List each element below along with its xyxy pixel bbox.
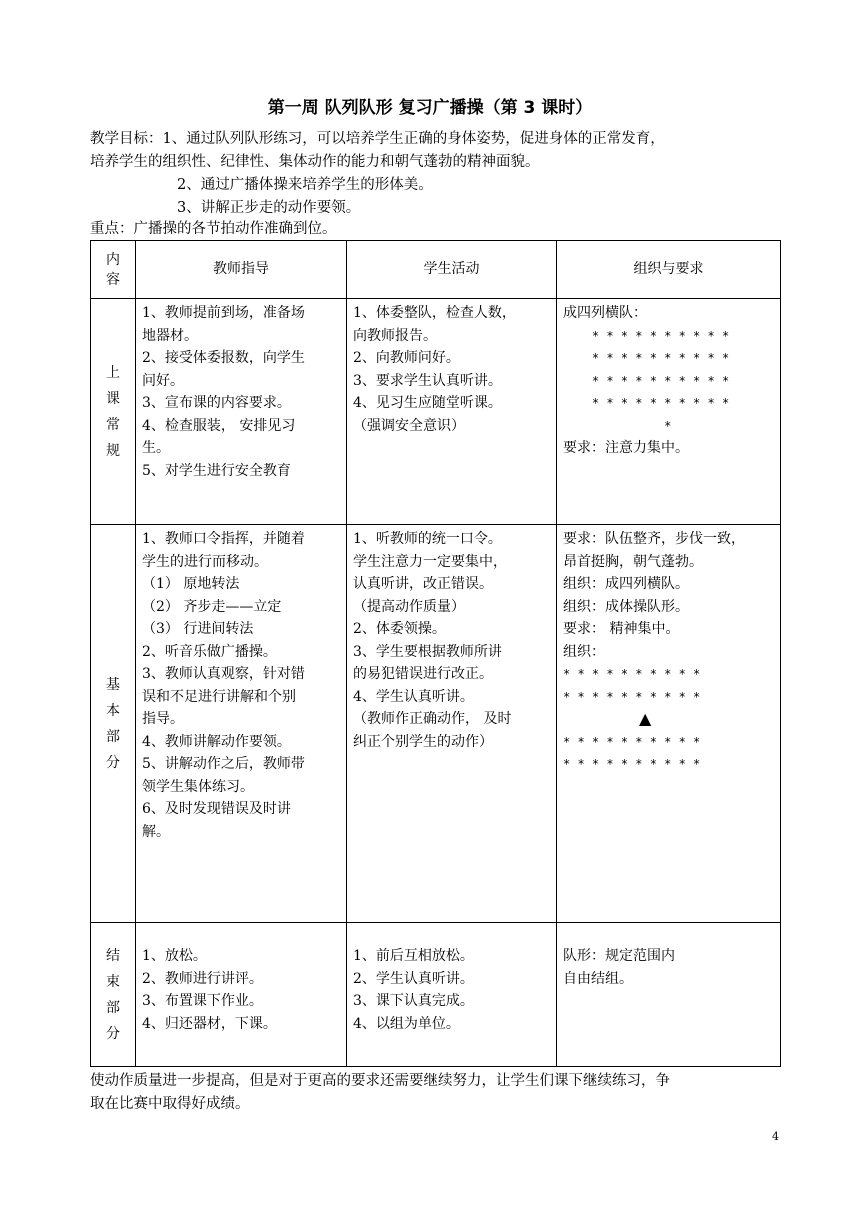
teacher-cell-routine: 1、教师提前到场，准备场 地器材。 2、接受体委报数，向学生 问好。 3、宣布课的内容要求。 4、检查服装， 安排见习 生。 5、对学生进行安全教育 bbox=[136, 299, 347, 525]
org-cell-routine: 成四列横队： * * * * * * * * * * * * * * * * * * * * * * * * * * * * * * * * * * * * * * * * * 要求：注意力集中。 bbox=[557, 299, 781, 525]
objectives-line-2: 培养学生的组织性、纪律性、集体动作的能力和朝气蓬勃的精神面貌。 bbox=[90, 154, 540, 170]
org-cell-closing: 队形：规定范围内 自由结组。 bbox=[557, 923, 781, 1067]
formation-stars: * * * * * * * * * * bbox=[563, 351, 730, 365]
student-cell-routine: 1、体委整队，检查人数， 向教师报告。 2、向教师问好。 3、要求学生认真听讲。 4、见习生应随堂听课。 （强调安全意识） bbox=[347, 299, 557, 525]
teacher-position-star: * bbox=[563, 418, 672, 433]
objectives-line-4: 3、讲解正步走的动作要领。 bbox=[177, 200, 361, 216]
footer-note: 使动作质量进一步提高，但是对于更高的要求还需要继续努力，让学生们课下继续练习，争 取在比赛中取得好成绩。 bbox=[90, 1073, 670, 1112]
header-student: 学生活动 bbox=[347, 241, 557, 299]
formation-stars: * * * * * * * * * * bbox=[563, 734, 701, 749]
objectives-line-1: 教学目标：1、通过队列队形练习，可以培养学生正确的身体姿势，促进身体的正常发育， bbox=[90, 131, 665, 147]
header-teacher: 教师指导 bbox=[136, 241, 347, 299]
table-row bbox=[91, 299, 781, 525]
section-label-closing: 结 束 部 分 bbox=[91, 923, 136, 1067]
org-cell-main: 要求：队伍整齐，步伐一致， 昂首挺胸，朝气蓬勃。 组织：成四列横队。 组织：成体操队形。 要求： 精神集中。 组织： * * * * * * * * * * * * * * * * * * * * ▲ * * * * * * * * * * * * * * * * * * * * bbox=[557, 525, 781, 923]
table-row bbox=[91, 525, 781, 923]
teacher-cell-closing: 1、放松。 2、教师进行讲评。 3、布置课下作业。 4、归还器材，下课。 bbox=[136, 923, 347, 1067]
objectives-line-3: 2、通过广播体操来培养学生的形体美。 bbox=[177, 177, 433, 193]
formation-stars: * * * * * * * * * * bbox=[563, 396, 730, 410]
teacher-triangle-icon: ▲ bbox=[639, 709, 652, 728]
header-section: 内 容 bbox=[91, 241, 136, 299]
section-label-main: 基 本 部 分 bbox=[91, 525, 136, 923]
student-cell-closing: 1、前后互相放松。 2、学生认真听讲。 3、课下认真完成。 4、以组为单位。 bbox=[347, 923, 557, 1067]
header-org: 组织与要求 bbox=[557, 241, 781, 299]
student-cell-main: 1、听教师的统一口令。 学生注意力一定要集中， 认真听讲，改正错误。 （提高动作质量） 2、体委领操。 3、学生要根据教师所讲 的易犯错误进行改正。 4、学生认真听讲。 （教师作正确动作， 及时 纠正个别学生的动作） bbox=[347, 525, 557, 923]
formation-stars: * * * * * * * * * * bbox=[563, 689, 701, 704]
table-row bbox=[91, 923, 781, 1067]
formation-stars: * * * * * * * * * * bbox=[563, 328, 730, 343]
key-point: 重点：广播操的各节拍动作准确到位。 bbox=[90, 221, 337, 237]
page-title: 第一周 队列队形 复习广播操（第 3 课时） bbox=[267, 98, 593, 118]
teacher-cell-main: 1、教师口令指挥，并随着 学生的进行而移动。 （1） 原地转法 （2） 齐步走——立定 （3） 行进间转法 2、听音乐做广播操。 3、教师认真观察，针对错 误和不足进行讲解和个别 指导。 4、教师讲解动作要领。 5、讲解动作之后，教师带 领学生集体练习。 6、及时发现错误及时讲 解。 bbox=[136, 525, 347, 923]
formation-stars: * * * * * * * * * * bbox=[563, 757, 701, 771]
page-number: 4 bbox=[772, 1130, 779, 1143]
formation-stars: * * * * * * * * * * bbox=[563, 667, 701, 681]
section-label-routine: 上 课 常 规 bbox=[91, 299, 136, 525]
formation-stars: * * * * * * * * * * bbox=[563, 373, 730, 388]
table-header-row bbox=[91, 241, 781, 299]
lesson-plan-table bbox=[90, 240, 781, 1067]
